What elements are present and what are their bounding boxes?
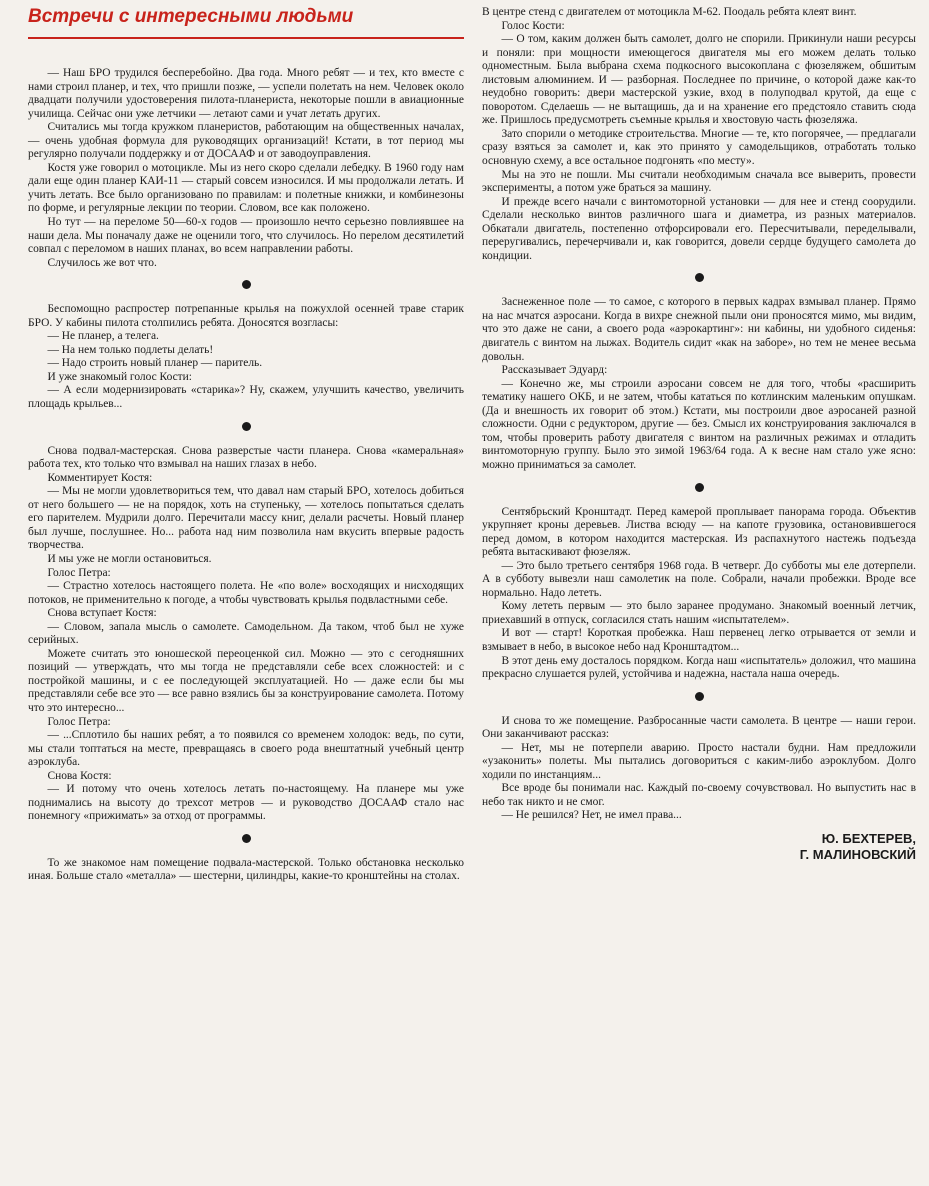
paragraph: Зато спорили о методике строительства. Многие — те, кто погорячее, — предлагали сразу взяться за самолет и, как это принято у самодельщиков, отработать только основную схему, а все остальное подгонять «по месту». <box>482 127 916 168</box>
paragraph: — Страстно хотелось настоящего полета. Не «по воле» восходящих и нисходящих потоков, не применительно к погоде, а чтобы чувствовать крылья подвластными себе. <box>28 580 464 606</box>
text-block-6 <box>482 296 916 472</box>
paragraph: — Мы не могли удовлетвориться тем, что давал нам старый БРО, хотелось добиться от него большего — не на порядок, хоть на ступеньку, — хотелось попытаться сделать его парителем. Мудрили долго. Перечитали массу книг, делали расчеты. Новый планер был лучше, послушнее. Но... работа над ним позволила нам вкусить впервые радость творчества. <box>28 485 464 552</box>
paragraph: — Словом, запала мысль о самолете. Самодельном. Да таком, чтоб был не хуже серийных. <box>28 620 464 647</box>
paragraph: — Это было третьего сентября 1968 года. В четверг. До субботы мы еле дотерпели. А в субботу вывезли наш самолетик на поле. Собрали, начали пробежки. Вроде все нормально. Надо лететь. <box>482 559 916 599</box>
paragraph: — А если модернизировать «старика»? Ну, скажем, улучшить качество, увеличить площадь крыльев... <box>28 384 464 411</box>
paragraph: Беспомощно распростер потрепанные крылья на пожухлой осенней траве старик БРО. У кабины пилота столпились ребята. Доносятся возгласы: <box>28 303 464 329</box>
author-signature <box>482 831 916 863</box>
paragraph: Голос Кости: <box>501 19 565 32</box>
section-divider-dot <box>242 834 251 843</box>
paragraph: Сентябрьский Кронштадт. Перед камерой проплывает панорама города. Объектив укрупняет кроны деревьев. Листва всюду — на капоте грузовика, остановившегося перед домом, в котором находится мастерская. Из распахнутого настежь подъезда ребята вытаскивают фюзеляж. <box>482 505 916 559</box>
paragraph: Мы на это не пошли. Мы считали необходимым сначала все выверить, провести эксперименты, а потом уже браться за машину. <box>482 168 916 195</box>
section-heading: Встречи с интересными людьми <box>28 6 354 27</box>
text-block-2 <box>28 303 464 411</box>
paragraph: Снова Костя: <box>47 769 112 782</box>
paragraph: — Конечно же, мы строили аэросани совсем не для того, чтобы «расширить тематику нашего ОКБ, и не затем, чтобы кататься по котлинским маленьким опушкам. (Да и внешность их говорит об этом.) Кстати, мы построили двое аэросаней разной сложности. Одни с редуктором, другие — без. Смысл их конструирования заключался в том, чтобы проверить работу двигателя с винтом на различных режимах и отладить винтомоторную группу. Было это зимой 1963/64 года. А к весне нам стало уже ясно: можно приниматься за самолет. <box>482 377 916 471</box>
paragraph: — Не планер, а телега. <box>47 330 159 343</box>
paragraph: Рассказывает Эдуард: <box>501 364 608 377</box>
paragraph: Кому лететь первым — это было заранее продумано. Знакомый военный летчик, приехавший в отпуск, согласился стать нашим «испытателем». <box>482 600 916 626</box>
paragraph: Комментирует Костя: <box>47 471 153 484</box>
paragraph: — О том, каким должен быть самолет, долго не спорили. Прикинули наши ресурсы и поняли: при мощности имеющегося двигателя мы его можем делать только одноместным. Была выбрана схема подкосного высокоплана с фюзеляжем, обшитым листовым алюминием. И — разборная. Последнее по причине, о которой даже как-то неудобно говорить: двери мастерской узкие, вход в полуподвал крутой, да еще с поворотом. Сделаешь — не вытащишь, да и на хранение его предстояло ставить сюда же. Пришлось предусмотреть съемные крылья и хвостовую часть фюзеляжа. <box>482 33 916 127</box>
text-block-7 <box>482 506 916 682</box>
paragraph: Заснеженное поле — то самое, с которого в первых кадрах взмывал планер. Прямо на нас мчатся аэросани. Когда в вихре снежной пыли они проносятся мимо, мы видим, что это даже не сани, а своего рода «аэрокартинг»: ни кабины, ни удобного сиденья: двигатель с винтом на лыжах. Водитель сидит «как на заборе», но тем не менее весьма довольн. <box>482 296 916 363</box>
paragraph: — Надо строить новый планер — паритель. <box>47 357 263 370</box>
paragraph: И мы уже не могли остановиться. <box>47 552 212 565</box>
paragraph: В центре стенд с двигателем от мотоцикла М-62. Поодаль ребята клеят винт. <box>482 6 857 18</box>
paragraph: И прежде всего начали с винтомоторной установки — для нее и стенд соорудили. Сделали несколько винтов различного шага и диаметра, из разных материалов. Обкатали двигатель, постепенно отфорсировали его. Пересчитывали, переделывали, переругивались, перечерчивали и, как говорится, довели сердце будущего самолета до кондиции. <box>482 195 916 262</box>
text-block-4 <box>28 857 464 884</box>
paragraph: В этот день ему досталось порядком. Когда наш «испытатель» доложил, что машина прекрасно слушается рулей, устойчива и надежна, настала наша очередь. <box>482 654 916 681</box>
paragraph: Случилось же вот что. <box>47 256 157 269</box>
paragraph: И уже знакомый голос Кости: <box>47 370 192 383</box>
paragraph: Но тут — на переломе 50—60-х годов — произошло нечто серьезно повлиявшее на наши дела. Мы поначалу даже не оценили того, что случилось. Но перелом десятилетий совпал с переломом в наших планах, во всем направлении работы. <box>28 216 464 256</box>
paragraph: — На нем только подлеты делать! <box>47 343 214 356</box>
paragraph: Все вроде бы понимали нас. Каждый по-своему сочувствовал. Но выпустить нас в небо так никто и не смог. <box>482 782 916 808</box>
paragraph: Костя уже говорил о мотоцикле. Мы из него скоро сделали лебедку. В 1960 году нам дали еще один планер КАИ-11 — старый совсем износился. И мы продолжали летать. И учить летать. Все было организовано по правилам: и полетные книжки, и комбинезоны по форме, и регулярные лекции по теории. Словом, все как положено. <box>28 161 464 215</box>
author-name: Г. МАЛИНОВСКИЙ <box>799 846 916 862</box>
section-divider-dot <box>695 692 704 701</box>
paragraph: — Наш БРО трудился бесперебойно. Два года. Много ребят — и тех, кто вместе с нами строил планер, и тех, что пришли позже, — успели полетать на нем. Человек около двадцати получили удостоверения пилота-планериста, некоторые пошли в авиационные училища. Сейчас они уже летчики — летают сами и учат летать других. <box>28 67 464 120</box>
section-divider-dot <box>695 483 704 492</box>
paragraph: — И потому что очень хотелось летать по-настоящему. На планере мы уже поднимались на высоту до трехсот метров — и руководство ДОСААФ стало нас понемногу «прижимать» за отход от программы. <box>28 783 464 823</box>
paragraph: Снова вступает Костя: <box>47 607 157 620</box>
paragraph: Считались мы тогда кружком планеристов, работающим на общественных началах, — очень удобная формула для руководящих организаций! Кстати, в тот период мы регулярно получали поддержку и от ДОСААФ и от заводоуправления. <box>28 121 464 161</box>
paragraph: Голос Петра: <box>47 715 111 728</box>
paragraph: — ...Сплотило бы наших ребят, а то появился со временем холодок: ведь, по сути, мы стали топтаться на месте, превращаясь в своего рода внештатный учебный центр аэроклуба. <box>28 729 464 769</box>
paragraph: То же знакомое нам помещение подвала-мастерской. Только обстановка несколько иная. Больше стало «металла» — шестерни, цилиндры, какие-то кронштейны на столах. <box>28 856 464 883</box>
section-divider-dot <box>242 422 251 431</box>
heading-rule <box>28 37 464 39</box>
paragraph: Голос Петра: <box>47 566 111 579</box>
paragraph: — Нет, мы не потерпели аварию. Просто настали будни. Нам предложили «узаконить» полеты. Мы пытались договориться с каким-либо аэроклубом. Долго ходили по инстанциям... <box>482 741 916 781</box>
right-column <box>482 6 916 863</box>
paragraph: И вот — старт! Короткая пробежка. Наш первенец легко отрывается от земли и взмывает в небо, в высокое небо над Кронштадтом... <box>482 627 916 653</box>
text-block-5 <box>482 6 916 263</box>
paragraph: И снова то же помещение. Разбросанные части самолета. В центре — наши герои. Они заканчивают рассказ: <box>482 714 916 741</box>
text-block-1 <box>28 67 464 270</box>
section-divider-dot <box>695 273 704 282</box>
paragraph: — Не решился? Нет, не имел права... <box>501 809 682 822</box>
section-divider-dot <box>242 280 251 289</box>
author-name: Ю. БЕХТЕРЕВ, <box>821 830 916 846</box>
text-block-3 <box>28 445 464 824</box>
text-block-8 <box>482 715 916 823</box>
paragraph: Снова подвал-мастерская. Снова разверстые части планера. Снова «камеральная» работа тех, кто только что взмывал на наших глазах в небо. <box>28 444 464 471</box>
paragraph: Можете считать это юношеской переоценкой сил. Можно — это с сегодняшних позиций — утверждать, что мы тогда не представляли себе всех сложностей: и с постройкой машины, и с ее последующей эксплуатацией. Но — даже если бы мы представляли себе все это — все равно взялись бы за конструирование самолета. Потому что это интересно... <box>28 647 464 714</box>
left-column <box>28 6 464 884</box>
